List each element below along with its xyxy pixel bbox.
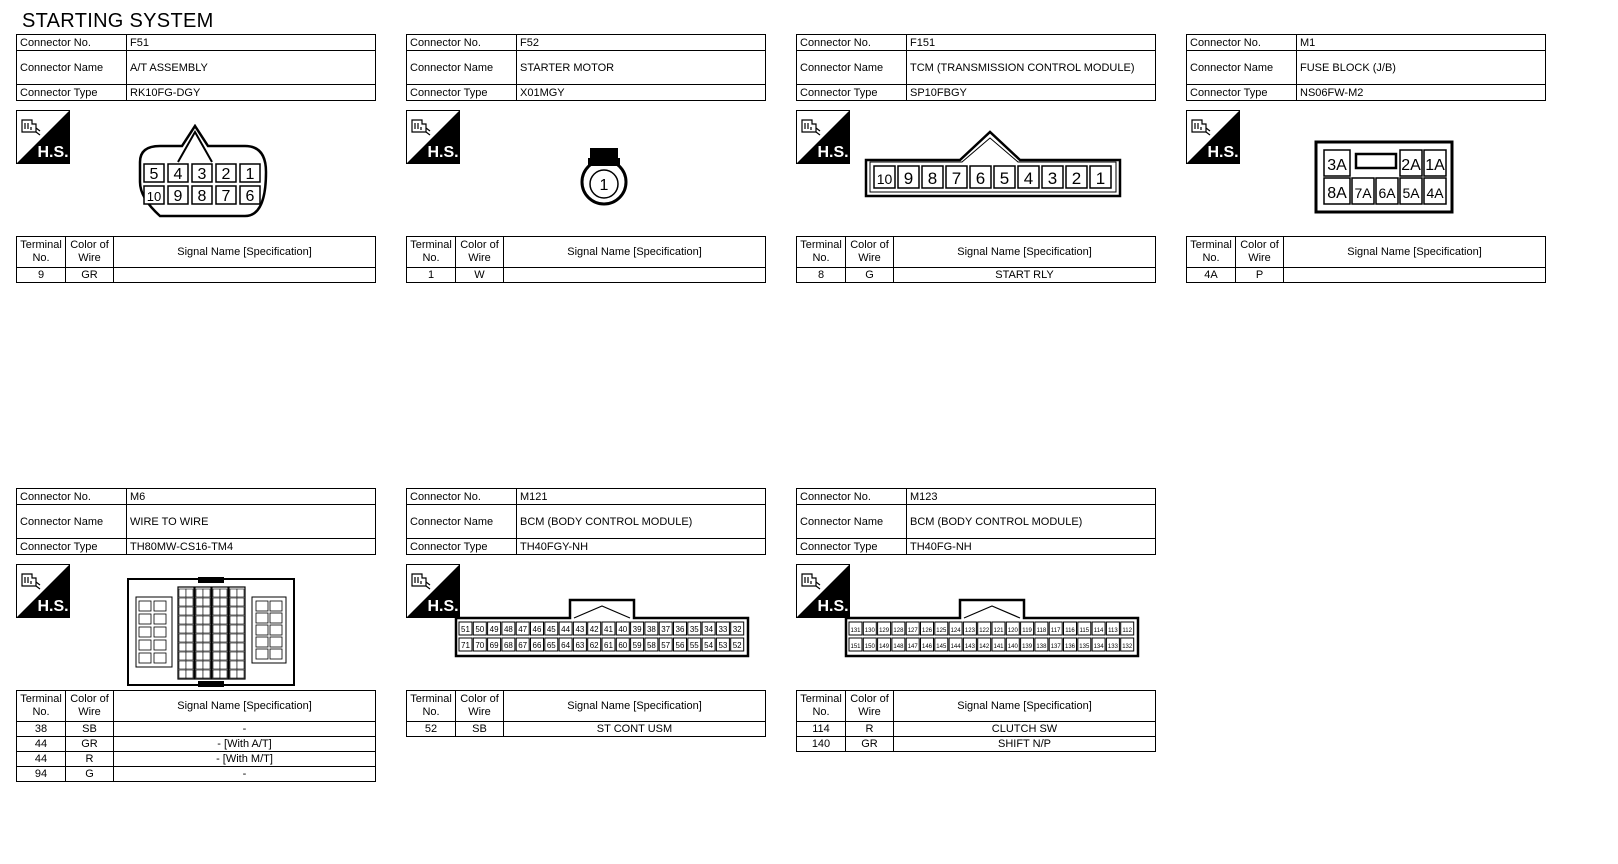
wire-color: R [846, 722, 894, 737]
pin-label: 139 [1022, 644, 1033, 650]
connector-info-f51 [16, 34, 376, 101]
hs-label: H.S. [1207, 144, 1239, 161]
pin-label: 6A [1378, 185, 1396, 201]
terminal-table [796, 236, 1156, 283]
wire-color: GR [846, 737, 894, 752]
terminal-no-header: Terminal No. [797, 691, 846, 722]
terminal-table-m123 [796, 690, 1156, 752]
pin-label: 48 [503, 625, 513, 634]
connector-no-label: Connector No. [17, 489, 127, 505]
terminal-no-header: Terminal No. [407, 237, 456, 268]
pin-label: 8 [927, 169, 938, 188]
terminal-table-f52 [406, 236, 766, 283]
pin-label: 10 [146, 189, 162, 204]
pin-label: 3 [1047, 169, 1058, 188]
harness-side-icon [406, 564, 460, 618]
pin-label: 124 [950, 628, 961, 634]
terminal-table-m1 [1186, 236, 1546, 283]
terminal-no: 9 [17, 268, 66, 283]
connector-info-f151 [796, 34, 1156, 101]
connector-type-label: Connector Type [797, 539, 907, 555]
pin-label: 65 [546, 641, 556, 650]
terminal-no: 52 [407, 722, 456, 737]
pin-label: 5 [999, 169, 1010, 188]
harness-side-icon [796, 564, 850, 618]
terminal-no-header: Terminal No. [17, 237, 66, 268]
pin-label: 55 [689, 641, 699, 650]
connector-type-value: X01MGY [517, 85, 766, 101]
signal-name: ST CONT USM [504, 722, 766, 737]
pin-label: 4 [173, 166, 183, 183]
pin-label: 50 [475, 625, 485, 634]
signal-name: - [114, 767, 376, 782]
pin-label: 44 [561, 625, 571, 634]
pin-label: 113 [1108, 628, 1118, 634]
wire-color: R [66, 752, 114, 767]
pin-label: 145 [936, 644, 947, 650]
pin-label: 5A [1402, 185, 1420, 201]
pin-label: 57 [661, 641, 671, 650]
pin-label: 143 [964, 644, 975, 650]
connector-face-m1 [1314, 140, 1454, 214]
signal-name: - [114, 722, 376, 737]
pin-label: 131 [850, 628, 861, 634]
pin-label: 53 [718, 641, 728, 650]
signal-name: - [With M/T] [114, 752, 376, 767]
pin-label: 8A [1327, 185, 1347, 202]
color-of-wire-header: Color of Wire [66, 237, 114, 268]
pin-label: 60 [618, 641, 628, 650]
connector-no-label: Connector No. [797, 489, 907, 505]
signal-name: START RLY [894, 268, 1156, 283]
harness-side-icon [1186, 110, 1240, 164]
table-row [407, 722, 766, 737]
wire-color: P [1236, 268, 1284, 283]
pin-label: 144 [950, 644, 961, 650]
hs-label: H.S. [37, 598, 69, 615]
terminal-table-f151 [796, 236, 1156, 283]
pin-label: 43 [575, 625, 585, 634]
harness-side-icon [16, 110, 70, 164]
pin-label: 147 [907, 644, 918, 650]
connector-name-value: A/T ASSEMBLY [127, 51, 376, 85]
page-title: STARTING SYSTEM [22, 10, 214, 32]
harness-side-icon [406, 110, 460, 164]
connector-name-label: Connector Name [17, 505, 127, 539]
wire-color: G [66, 767, 114, 782]
pin-label: 151 [850, 644, 861, 650]
pin-label: 40 [618, 625, 628, 634]
connector-info-table [796, 488, 1156, 555]
hs-label: H.S. [37, 144, 69, 161]
signal-name-header: Signal Name [Specification] [894, 237, 1156, 268]
terminal-no: 44 [17, 737, 66, 752]
harness-side-icon [16, 564, 70, 618]
table-row [17, 752, 376, 767]
connector-face-m6 [126, 577, 298, 689]
signal-name [1284, 268, 1546, 283]
connector-face-m121 [454, 598, 752, 660]
connector-type-value: SP10FBGY [907, 85, 1156, 101]
table-row [17, 737, 376, 752]
terminal-no: 140 [797, 737, 846, 752]
pin-label: 146 [921, 644, 933, 650]
connector-name-value: BCM (BODY CONTROL MODULE) [907, 505, 1156, 539]
terminal-no: 114 [797, 722, 846, 737]
connector-info-table [16, 488, 376, 555]
terminal-table-m121 [406, 690, 766, 737]
pin-label: 42 [589, 625, 599, 634]
pin-label: 137 [1050, 644, 1061, 650]
terminal-no-header: Terminal No. [1187, 237, 1236, 268]
signal-name-header: Signal Name [Specification] [114, 237, 376, 268]
connector-no-value: M6 [127, 489, 376, 505]
signal-name-header: Signal Name [Specification] [114, 691, 376, 722]
signal-name: - [With A/T] [114, 737, 376, 752]
terminal-table [406, 690, 766, 737]
pin-label: 148 [893, 644, 904, 650]
pin-label: 4A [1426, 185, 1444, 201]
pin-label: 142 [979, 644, 990, 650]
color-of-wire-header: Color of Wire [846, 237, 894, 268]
pin-label: 7 [951, 169, 962, 188]
pin-label: 33 [718, 625, 728, 634]
pin-label: 45 [546, 625, 556, 634]
signal-name-header: Signal Name [Specification] [1284, 237, 1546, 268]
table-row [407, 268, 766, 283]
pin-label: 135 [1079, 644, 1090, 650]
connector-info-f52 [406, 34, 766, 101]
connector-no-label: Connector No. [1187, 35, 1297, 51]
signal-name: SHIFT N/P [894, 737, 1156, 752]
connector-info-m6 [16, 488, 376, 555]
pin-label: 59 [632, 641, 642, 650]
pin-label: 71 [461, 641, 470, 650]
connector-face-f51 [120, 124, 290, 220]
pin-label: 1 [245, 166, 255, 183]
signal-name-header: Signal Name [Specification] [504, 691, 766, 722]
pin-label: 2 [221, 166, 231, 183]
connector-name-value: WIRE TO WIRE [127, 505, 376, 539]
terminal-table-m6 [16, 690, 376, 782]
connector-name-label: Connector Name [797, 505, 907, 539]
connector-info-m1 [1186, 34, 1546, 101]
connector-face-f52 [576, 146, 632, 210]
connector-name-label: Connector Name [407, 505, 517, 539]
signal-name-header: Signal Name [Specification] [504, 237, 766, 268]
color-of-wire-header: Color of Wire [846, 691, 894, 722]
hs-label: H.S. [817, 598, 849, 615]
table-row [1187, 268, 1546, 283]
terminal-table-f51 [16, 236, 376, 283]
pin-label: 5 [149, 166, 159, 183]
table-row [17, 767, 376, 782]
terminal-no: 94 [17, 767, 66, 782]
connector-no-label: Connector No. [797, 35, 907, 51]
connector-info-table [406, 34, 766, 101]
pin-label: 67 [518, 641, 528, 650]
connector-info-table [796, 34, 1156, 101]
pin-label: 116 [1065, 628, 1075, 634]
pin-label: 3 [197, 166, 207, 183]
pin-label: 130 [864, 628, 875, 634]
signal-name [504, 268, 766, 283]
pin-label: 38 [646, 625, 656, 634]
pin-label: 6 [975, 169, 986, 188]
pin-label: 127 [907, 628, 918, 634]
terminal-table [16, 236, 376, 283]
pin-label: 149 [879, 644, 890, 650]
terminal-no-header: Terminal No. [17, 691, 66, 722]
terminal-no: 44 [17, 752, 66, 767]
hs-label: H.S. [427, 598, 459, 615]
connector-type-label: Connector Type [17, 539, 127, 555]
connector-type-label: Connector Type [17, 85, 127, 101]
hs-label: H.S. [427, 144, 459, 161]
connector-type-label: Connector Type [407, 539, 517, 555]
pin-label: 115 [1079, 628, 1090, 634]
pin-label: 70 [475, 641, 485, 650]
color-of-wire-header: Color of Wire [456, 237, 504, 268]
connector-info-m121 [406, 488, 766, 555]
pin-label: 68 [503, 641, 513, 650]
connector-no-label: Connector No. [407, 489, 517, 505]
terminal-no: 4A [1187, 268, 1236, 283]
pin-label: 138 [1036, 644, 1047, 650]
pin-label: 34 [704, 625, 714, 634]
wire-color: SB [456, 722, 504, 737]
connector-type-value: TH40FG-NH [907, 539, 1156, 555]
terminal-table [16, 690, 376, 782]
terminal-no-header: Terminal No. [407, 691, 456, 722]
signal-name [114, 268, 376, 283]
pin-label: 121 [993, 628, 1004, 634]
connector-info-table [16, 34, 376, 101]
connector-no-value: F51 [127, 35, 376, 51]
table-row [797, 268, 1156, 283]
harness-side-icon [796, 110, 850, 164]
pin-label: 56 [675, 641, 685, 650]
terminal-no: 38 [17, 722, 66, 737]
pin-label: 3A [1327, 157, 1347, 174]
connector-no-label: Connector No. [17, 35, 127, 51]
pin-label: 134 [1093, 644, 1104, 650]
connector-face-m123 [844, 598, 1142, 660]
connector-name-value: TCM (TRANSMISSION CONTROL MODULE) [907, 51, 1156, 85]
connector-info-m123 [796, 488, 1156, 555]
pin-label: 128 [893, 628, 904, 634]
connector-name-label: Connector Name [17, 51, 127, 85]
pin-label: 61 [604, 641, 613, 650]
connector-name-value: BCM (BODY CONTROL MODULE) [517, 505, 766, 539]
pin-label: 122 [979, 628, 990, 634]
wire-color: W [456, 268, 504, 283]
connector-type-value: TH80MW-CS16-TM4 [127, 539, 376, 555]
pin-label: 1 [599, 177, 609, 194]
connector-info-table [1186, 34, 1546, 101]
terminal-no: 1 [407, 268, 456, 283]
pin-label: 54 [704, 641, 714, 650]
hs-label: H.S. [817, 144, 849, 161]
table-row [797, 737, 1156, 752]
pin-label: 9 [903, 169, 914, 188]
pin-label: 140 [1007, 644, 1018, 650]
terminal-table [796, 690, 1156, 752]
pin-label: 136 [1064, 644, 1076, 650]
pin-label: 120 [1007, 628, 1018, 634]
pin-label: 9 [173, 188, 183, 205]
pin-label: 36 [675, 625, 685, 634]
connector-name-label: Connector Name [1187, 51, 1297, 85]
terminal-no: 8 [797, 268, 846, 283]
connector-name-value: STARTER MOTOR [517, 51, 766, 85]
connector-type-value: RK10FG-DGY [127, 85, 376, 101]
pin-label: 69 [489, 641, 499, 650]
pin-label: 112 [1122, 628, 1132, 634]
connector-no-value: F151 [907, 35, 1156, 51]
pin-label: 35 [689, 625, 699, 634]
pin-label: 63 [575, 641, 585, 650]
wire-color: GR [66, 268, 114, 283]
table-row [797, 722, 1156, 737]
pin-label: 10 [876, 171, 893, 187]
connector-type-value: TH40FGY-NH [517, 539, 766, 555]
pin-label: 129 [879, 628, 890, 634]
wire-color: G [846, 268, 894, 283]
signal-name: CLUTCH SW [894, 722, 1156, 737]
connector-type-value: NS06FW-M2 [1297, 85, 1546, 101]
pin-label: 46 [532, 625, 542, 634]
pin-label: 2A [1401, 157, 1421, 174]
pin-label: 58 [646, 641, 656, 650]
connector-type-label: Connector Type [1187, 85, 1297, 101]
connector-type-label: Connector Type [407, 85, 517, 101]
pin-label: 37 [661, 625, 671, 634]
pin-label: 2 [1071, 169, 1082, 188]
pin-label: 49 [489, 625, 499, 634]
pin-label: 62 [589, 641, 599, 650]
terminal-table [1186, 236, 1546, 283]
connector-type-label: Connector Type [797, 85, 907, 101]
pin-label: 141 [993, 644, 1004, 650]
pin-label: 126 [921, 628, 933, 634]
color-of-wire-header: Color of Wire [1236, 237, 1284, 268]
table-row [17, 268, 376, 283]
connector-no-value: M123 [907, 489, 1156, 505]
connector-info-table [406, 488, 766, 555]
pin-label: 64 [561, 641, 571, 650]
pin-label: 114 [1093, 628, 1104, 634]
pin-label: 118 [1036, 628, 1047, 634]
table-row [17, 722, 376, 737]
color-of-wire-header: Color of Wire [66, 691, 114, 722]
connector-name-label: Connector Name [407, 51, 517, 85]
connector-name-label: Connector Name [797, 51, 907, 85]
pin-label: 4 [1023, 169, 1034, 188]
pin-label: 6 [245, 188, 255, 205]
pin-label: 117 [1050, 628, 1061, 634]
connector-no-value: M121 [517, 489, 766, 505]
pin-label: 52 [732, 641, 742, 650]
terminal-table [406, 236, 766, 283]
pin-label: 1A [1425, 157, 1445, 174]
connector-name-value: FUSE BLOCK (J/B) [1297, 51, 1546, 85]
wire-color: GR [66, 737, 114, 752]
pin-label: 125 [936, 628, 947, 634]
pin-label: 8 [197, 188, 207, 205]
pin-label: 47 [518, 625, 528, 634]
wire-color: SB [66, 722, 114, 737]
color-of-wire-header: Color of Wire [456, 691, 504, 722]
connector-no-value: F52 [517, 35, 766, 51]
pin-label: 119 [1022, 628, 1032, 634]
pin-label: 32 [732, 625, 742, 634]
connector-face-f151 [864, 130, 1122, 198]
pin-label: 133 [1107, 644, 1118, 650]
connector-no-label: Connector No. [407, 35, 517, 51]
pin-label: 51 [461, 625, 470, 634]
connector-no-value: M1 [1297, 35, 1546, 51]
signal-name-header: Signal Name [Specification] [894, 691, 1156, 722]
pin-label: 1 [1095, 169, 1106, 188]
pin-label: 150 [864, 644, 875, 650]
pin-label: 66 [532, 641, 542, 650]
pin-label: 7 [221, 188, 231, 205]
pin-label: 123 [964, 628, 975, 634]
pin-label: 39 [632, 625, 642, 634]
terminal-no-header: Terminal No. [797, 237, 846, 268]
pin-label: 41 [604, 625, 613, 634]
pin-label: 132 [1122, 644, 1133, 650]
pin-label: 7A [1354, 185, 1372, 201]
